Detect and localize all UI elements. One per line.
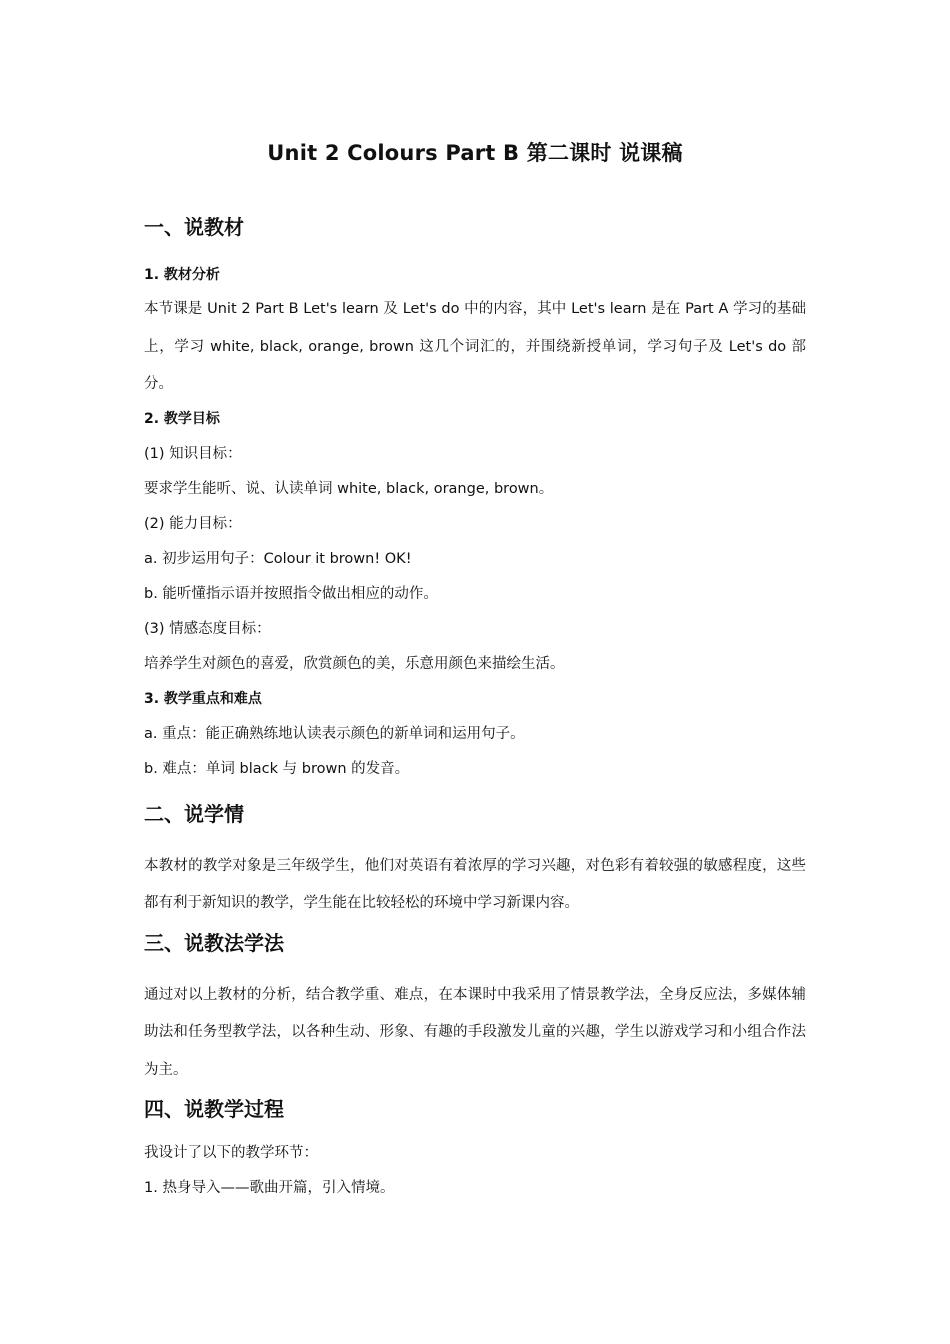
goal-ability-a: a. 初步运用句子：Colour it brown! OK! (144, 550, 412, 567)
goal-emotion-label: (3) 情感态度目标： (144, 620, 271, 637)
document-title: Unit 2 Colours Part B 第二课时 说课稿 (267, 141, 683, 165)
subheading-material-analysis: 1. 教材分析 (144, 267, 220, 283)
subheading-teaching-goals: 2. 教学目标 (144, 410, 220, 427)
process-step-1: 1. 热身导入——歌曲开篇，引入情境。 (144, 1180, 395, 1196)
document-body (144, 128, 806, 1198)
goal-ability-b: b. 能听懂指示语并按照指令做出相应的动作。 (144, 585, 438, 602)
key-point-b: b. 难点：单词 black 与 brown 的发音。 (144, 760, 410, 777)
goal-knowledge-label: (1) 知识目标： (144, 445, 242, 462)
key-point-a: a. 重点：能正确熟练地认读表示颜色的新单词和运用句子。 (144, 725, 525, 742)
goal-knowledge-text: 要求学生能听、说、认读单词 white, black, orange, brown。 (144, 480, 554, 497)
section-heading-students: 二、说学情 (144, 801, 244, 826)
material-analysis-text: 本节课是 Unit 2 Part B Let's learn 及 Let's do 中的内容，其中 Let's learn 是在 Part A 学习的基础上，学习 white, black, orange, brown 这几个词汇的，并围绕新授单词，学习句子及 Let's do 部分。 (144, 301, 806, 392)
section-heading-methods: 三、说教法学法 (144, 930, 284, 955)
students-text: 本教材的教学对象是三年级学生，他们对英语有着浓厚的学习兴趣，对色彩有着较强的敏感程度，这些都有利于新知识的教学，学生能在比较轻松的环境中学习新课内容。 (144, 857, 806, 911)
section-heading-process: 四、说教学过程 (144, 1097, 284, 1121)
subheading-key-points: 3. 教学重点和难点 (144, 690, 262, 707)
goal-ability-label: (2) 能力目标： (144, 515, 242, 532)
section-heading-textbook: 一、说教材 (144, 215, 244, 239)
methods-text: 通过对以上教材的分析，结合教学重、难点，在本课时中我采用了情景教学法，全身反应法，多媒体辅助法和任务型教学法，以各种生动、形象、有趣的手段激发儿童的兴趣，学生以游戏学习和小组合作法为主。 (144, 986, 806, 1078)
goal-emotion-text: 培养学生对颜色的喜爱，欣赏颜色的美，乐意用颜色来描绘生活。 (144, 655, 565, 672)
process-intro: 我设计了以下的教学环节： (144, 1145, 318, 1161)
